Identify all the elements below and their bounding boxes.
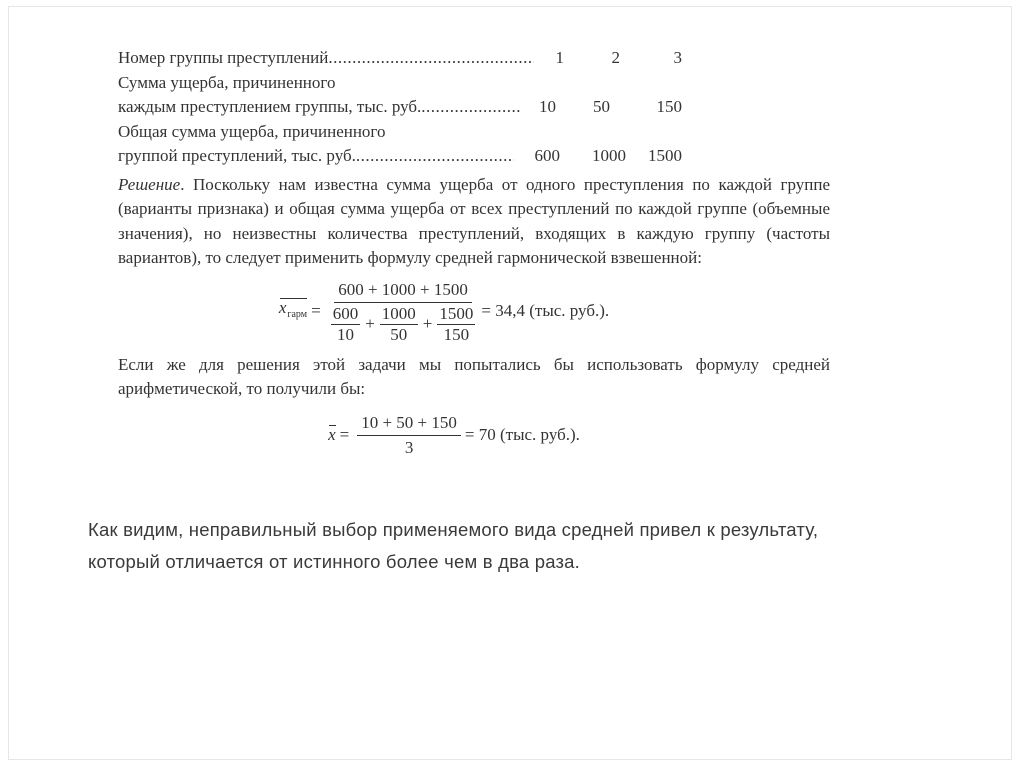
row-label: Общая сумма ущерба, причиненного — [118, 121, 386, 141]
equals-sign: = — [339, 424, 350, 444]
table-row — [118, 46, 682, 71]
plus-sign: + — [365, 314, 375, 333]
fraction-denominator — [329, 303, 478, 345]
harmonic-mean-formula — [58, 279, 830, 345]
formula-variable: $x_{гарм}$ — [279, 296, 307, 328]
solution-text: . Поскольку нам известна сумма ущерба от одного преступления по каждой группе (варианты признака) и общая сумма ущерба от всех преступлений по каждой группе (объемные значения), но неизвестны количества преступлений, входящих в каждую группу (частоты вариантов), то следует применить формулу средней гармонической взвешенной: — [118, 174, 830, 267]
equals-sign: = — [311, 301, 321, 321]
cell-value: 10 — [539, 97, 556, 116]
cell-value: 3 — [673, 48, 682, 67]
cell-value: 50 — [593, 97, 610, 116]
table-row — [118, 95, 682, 120]
formula-result: = 70 (тыс. руб.). — [464, 424, 580, 444]
solution-paragraph — [118, 173, 830, 271]
cell-value: 2 — [611, 48, 620, 67]
leader-dots — [356, 144, 514, 169]
sub-fraction: 600 10 — [332, 303, 359, 344]
main-fraction — [329, 279, 478, 345]
data-table — [118, 46, 682, 169]
row-label: каждым преступлением группы, тыс. руб. — [118, 97, 422, 116]
table-row — [118, 120, 682, 145]
formula-subscript: гарм — [287, 308, 308, 320]
cell-value: 1 — [555, 48, 564, 67]
cell-value: 1500 — [648, 146, 682, 165]
sub-fraction: $\frac{1500}{150}$ — [439, 303, 474, 344]
row-label: группой преступлений, тыс. руб. — [118, 146, 356, 165]
leader-dots — [328, 46, 534, 71]
sub-fraction: $\frac{1000}{50}$ — [381, 303, 416, 344]
main-fraction — [357, 412, 461, 459]
fraction-numerator: 600 + 1000 + 1500 — [334, 279, 472, 303]
fraction-numerator: 10 + 50 + 150 — [357, 412, 461, 436]
leader-dots — [421, 95, 520, 120]
row-label: Сумма ущерба, причиненного — [118, 72, 336, 92]
row-label: Номер группы преступлений — [118, 48, 329, 67]
solution-lead: Решение — [118, 174, 181, 194]
fraction-denominator: 3 — [404, 437, 414, 457]
cell-value: 600 — [534, 146, 560, 165]
formula-variable: x — [328, 423, 336, 448]
table-row — [118, 71, 682, 96]
textbook-page — [118, 46, 830, 467]
table-row — [118, 144, 682, 169]
cell-value: 150 — [656, 97, 682, 116]
formula-result: = 34,4 (тыс. руб.). — [481, 301, 610, 321]
conclusion-text: Как видим, неправильный выбор применяемого вида средней привел к результату, который отличается от истинного более чем в два раза. — [88, 519, 819, 572]
cell-value: 1000 — [592, 146, 626, 165]
arithmetic-paragraph: Если же для решения этой задачи мы попытались бы использовать формулу средней арифметической, то получили бы: — [118, 354, 830, 398]
plus-sign: + — [422, 314, 433, 333]
arithmetic-mean-formula — [78, 412, 830, 459]
